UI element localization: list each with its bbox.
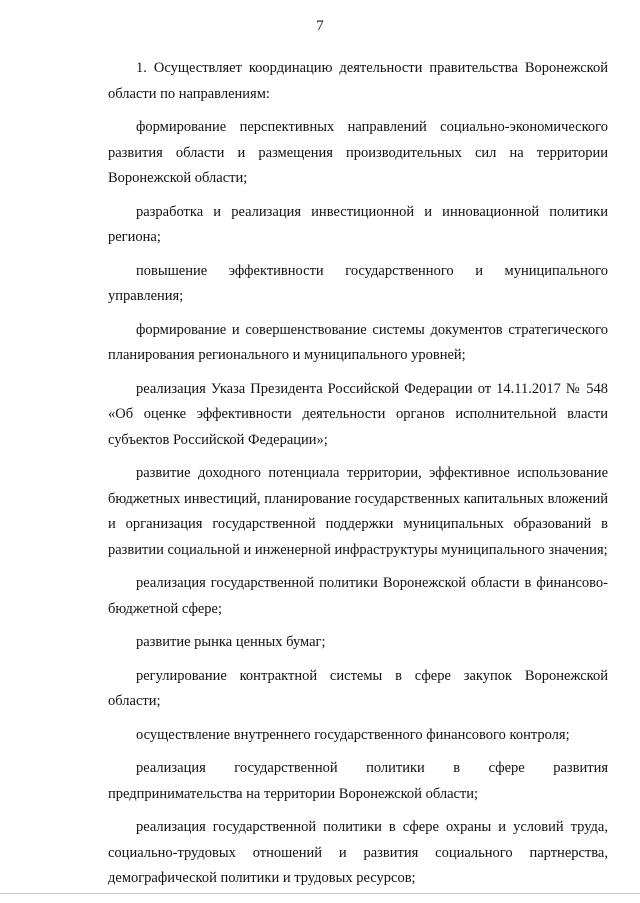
page-number: 7	[316, 18, 324, 34]
paragraph-socioeconomic-development: формирование перспективных направлений социально-экономического развития области и размещения производительных сил на территории Воронежской области;	[108, 119, 608, 186]
paragraph-labor-policy: реализация государственной политики в сфере охраны и условий труда, социально-трудовых отношений и развития социального партнерства, демографической политики и трудовых ресурсов;	[108, 819, 608, 886]
paragraph-revenue-potential: развитие доходного потенциала территории, эффективное использование бюджетных инвестиций, планирование государственных капитальных вложений и организация государственной поддержки муниципальных образований в развитии социальной и инженерной инфраструктуры муниципального значения;	[108, 465, 608, 558]
paragraph-entrepreneurship: реализация государственной политики в сфере развития предпринимательства на территории Воронежской области;	[108, 760, 608, 802]
paragraph-coordination-intro: 1. Осуществляет координацию деятельности правительства Воронежской области по направлениям:	[108, 60, 608, 102]
paragraph-procurement-regulation: регулирование контрактной системы в сфере закупок Воронежской области;	[108, 667, 608, 709]
page-bottom-divider	[0, 893, 640, 894]
paragraph-securities-market: развитие рынка ценных бумаг;	[136, 634, 326, 650]
paragraph-management-efficiency: повышение эффективности государственного и муниципального управления;	[108, 262, 608, 304]
paragraph-financial-control: осуществление внутреннего государственного финансового контроля;	[136, 726, 570, 743]
paragraph-investment-policy: разработка и реализация инвестиционной и инновационной политики региона;	[108, 203, 608, 245]
document-body	[108, 56, 608, 900]
paragraph-strategic-planning: формирование и совершенствование системы документов стратегического планирования регионального и муниципального уровней;	[108, 321, 608, 363]
paragraph-presidential-decree: реализация Указа Президента Российской Федерации от 14.11.2017 № 548 «Об оценке эффективности деятельности органов исполнительной власти субъектов Российской Федерации»;	[108, 380, 608, 448]
paragraph-budget-policy: реализация государственной политики Воронежской области в финансово-бюджетной сфере;	[108, 575, 608, 617]
